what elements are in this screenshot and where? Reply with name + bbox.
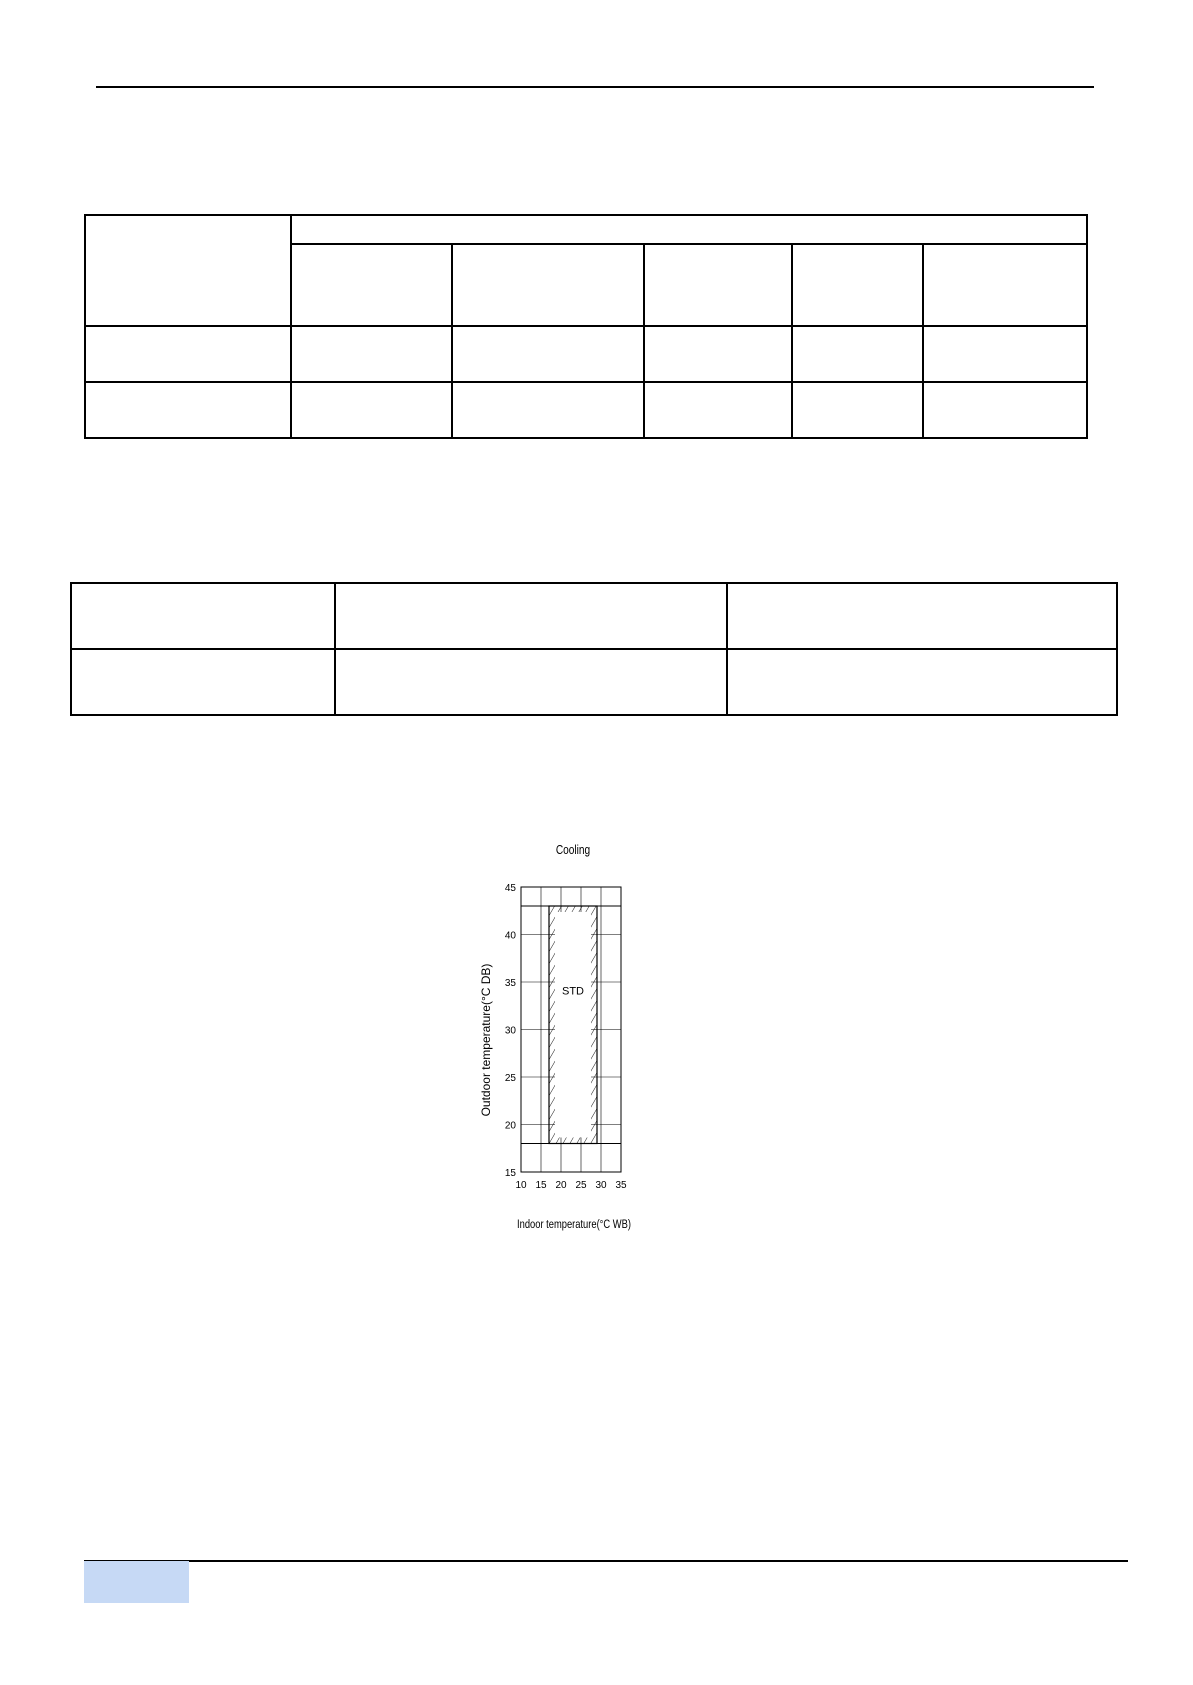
table1-subheader-cell xyxy=(644,244,792,326)
table1-cell xyxy=(644,382,792,438)
table1-cell xyxy=(923,382,1087,438)
table-row xyxy=(71,583,1117,649)
y-tick-label: 40 xyxy=(504,930,516,942)
table1-subheader-cell xyxy=(291,244,453,326)
page-number-box xyxy=(84,1561,189,1603)
table1-subheader-cell xyxy=(452,244,644,326)
y-tick-label: 45 xyxy=(504,883,516,894)
table-row xyxy=(71,649,1117,715)
table2-cell xyxy=(71,649,335,715)
region-label: STD xyxy=(562,985,584,998)
header-rule xyxy=(96,86,1094,88)
x-tick-label: 20 xyxy=(555,1180,567,1191)
table1-cell xyxy=(452,382,644,438)
table-row xyxy=(85,382,1087,438)
x-tick-label: 35 xyxy=(615,1180,627,1191)
x-tick-label: 10 xyxy=(515,1180,527,1191)
cooling-operating-range-chart xyxy=(470,836,650,1236)
table1-group-header xyxy=(291,215,1087,244)
chart-title: Cooling xyxy=(555,842,591,858)
table1-cell xyxy=(792,326,924,382)
table2-cell xyxy=(727,583,1117,649)
table1-subheader-cell xyxy=(923,244,1087,326)
y-tick-label: 30 xyxy=(504,1025,516,1037)
spec-table-2 xyxy=(70,582,1118,716)
x-tick-label: 30 xyxy=(595,1180,607,1191)
table1-cell xyxy=(85,382,291,438)
y-tick-label: 25 xyxy=(504,1073,516,1084)
table-row xyxy=(85,326,1087,382)
table2-cell xyxy=(727,649,1117,715)
table1-cell xyxy=(792,382,924,438)
table1-cell xyxy=(644,326,792,382)
x-tick-label: 25 xyxy=(575,1180,587,1191)
table1-header-cell xyxy=(85,215,291,326)
y-tick-label: 35 xyxy=(504,978,516,989)
x-tick-label: 15 xyxy=(535,1180,547,1191)
table1-cell xyxy=(452,326,644,382)
region-interior xyxy=(555,912,591,1138)
footer-rule xyxy=(84,1560,1128,1562)
table1-cell xyxy=(923,326,1087,382)
table2-cell xyxy=(335,583,726,649)
table1-cell xyxy=(291,382,453,438)
table1-subheader-cell xyxy=(792,244,924,326)
y-tick-label: 20 xyxy=(504,1120,516,1132)
table2-cell xyxy=(71,583,335,649)
std-region xyxy=(521,906,621,1144)
spec-table-1 xyxy=(84,214,1088,439)
table1-cell xyxy=(85,326,291,382)
table2-cell xyxy=(335,649,726,715)
table1-cell xyxy=(291,326,453,382)
chart-xlabel: Indoor temperature(°C WB) xyxy=(517,1217,631,1232)
y-tick-label: 15 xyxy=(504,1168,516,1179)
chart-ylabel: Outdoor temperature(°C DB) xyxy=(479,963,493,1117)
